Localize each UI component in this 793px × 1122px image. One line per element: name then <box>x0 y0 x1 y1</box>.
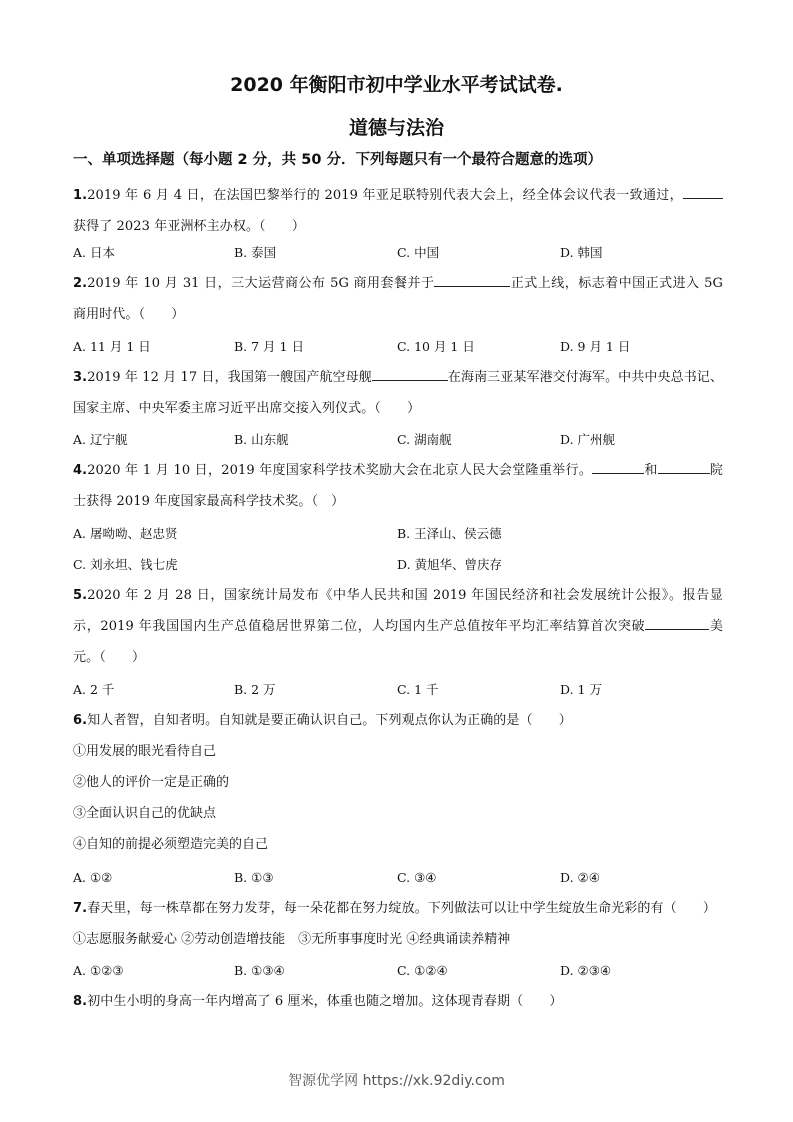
answer-blank <box>683 184 723 199</box>
option-d: D. ②④ <box>560 870 600 885</box>
section-heading: 一、单项选择题（每小题 2 分，共 50 分．下列每题只有一个最符合题意的选项） <box>73 152 602 168</box>
question-text: 和 <box>644 463 658 478</box>
statement-2: ②他人的评价一定是正确的 <box>73 775 230 790</box>
option-c: C. ③④ <box>397 870 437 885</box>
option-d: D. 广州舰 <box>560 432 616 447</box>
question-text: 正式上线，标志着中国正式进入 5G 商用时代。（ ） <box>73 276 723 322</box>
question-text: 在海南三亚某军港交付海军。中共中央总书记、国家主席、中央军委主席习近平出席交接入列仪式。（ ） <box>73 370 723 416</box>
option-a: A. 日本 <box>73 245 115 260</box>
question-text: 院士获得 2019 年度国家最高科学技术奖。（ ） <box>73 463 724 509</box>
question-6 <box>73 705 723 736</box>
question-number: 3. <box>73 370 88 385</box>
option-c: C. ①②④ <box>397 963 448 978</box>
option-c: C. 刘永坦、钱七虎 <box>73 557 178 572</box>
answer-blank <box>372 366 448 381</box>
question-number: 7. <box>73 901 88 916</box>
question-2 <box>73 268 723 330</box>
statement-3: ③全面认识自己的优缺点 <box>73 806 217 821</box>
question-text: 知人者智，自知者明。自知就是要正确认识自己。下列观点你认为正确的是（ ） <box>87 713 572 728</box>
option-a: A. ①② <box>73 870 113 885</box>
options-row <box>73 518 723 549</box>
option-c: C. 中国 <box>397 245 440 260</box>
question-1 <box>73 180 723 242</box>
question-text: 2019 年 12 月 17 日，我国第一艘国产航空母舰 <box>87 370 372 385</box>
question-text: 初中生小明的身高一年内增高了 6 厘米，体重也随之增加。这体现青春期（ ） <box>87 994 563 1009</box>
question-7 <box>73 893 723 924</box>
option-b: B. ①③④ <box>234 963 285 978</box>
question-text: 获得了 2023 年亚洲杯主办权。（ ） <box>73 219 305 234</box>
options-row <box>73 862 723 893</box>
subject-title: 道德与法治 <box>348 117 444 139</box>
question-4 <box>73 455 723 517</box>
options-row <box>73 424 723 455</box>
option-d: D. ②③④ <box>560 963 612 978</box>
option-b: B. 2 万 <box>234 682 276 697</box>
answer-blank <box>658 459 710 474</box>
option-a: A. 屠呦呦、赵忠贤 <box>73 526 178 541</box>
options-row <box>73 674 723 705</box>
option-a: A. 11 月 1 日 <box>73 339 151 354</box>
option-b: B. 山东舰 <box>234 432 289 447</box>
statements-line: ①志愿服务献爱心 ②劳动创造增技能 ③无所事事度时光 ④经典诵读养精神 <box>73 932 511 947</box>
option-d: D. 韩国 <box>560 245 603 260</box>
question-5 <box>73 580 723 673</box>
question-number: 4. <box>73 463 88 478</box>
option-b: B. 泰国 <box>234 245 277 260</box>
options-row <box>73 549 723 580</box>
question-number: 5. <box>73 588 88 603</box>
option-d: D. 1 万 <box>560 682 602 697</box>
option-c: C. 1 千 <box>397 682 439 697</box>
option-b: B. 王泽山、侯云德 <box>397 526 502 541</box>
option-d: D. 9 月 1 日 <box>560 339 631 354</box>
answer-blank <box>645 615 709 630</box>
question-text: 春天里，每一株草都在努力发芽，每一朵花都在努力绽放。下列做法可以让中学生绽放生命光彩的有（ ） <box>87 901 716 916</box>
question-number: 1. <box>73 188 88 203</box>
option-d: D. 黄旭华、曾庆存 <box>397 557 503 572</box>
answer-blank <box>592 459 644 474</box>
question-8 <box>73 986 723 1017</box>
option-a: A. 2 千 <box>73 682 115 697</box>
question-number: 8. <box>73 994 88 1009</box>
options-row <box>73 955 723 986</box>
answer-blank <box>434 272 510 287</box>
option-a: A. 辽宁舰 <box>73 432 128 447</box>
exam-title: 2020 年衡阳市初中学业水平考试试卷. <box>230 74 563 96</box>
question-text: 2020 年 2 月 28 日，国家统计局发布《中华人民共和国 2019 年国民经济和社会发展统计公报》。报告显示，2019 年我国国内生产总值稳居世界第二位，人均国内生产总值按年平均汇率结算首次突破 <box>73 588 723 634</box>
option-b: B. ①③ <box>234 870 274 885</box>
option-c: C. 10 月 1 日 <box>397 339 475 354</box>
question-text: 2019 年 6 月 4 日，在法国巴黎举行的 2019 年亚足联特别代表大会上，经全体会议代表一致通过， <box>87 188 683 203</box>
options-row <box>73 237 723 268</box>
statement-4: ④自知的前提必须塑造完美的自己 <box>73 837 269 852</box>
question-text: 2019 年 10 月 31 日，三大运营商公布 5G 商用套餐并于 <box>87 276 435 291</box>
options-row <box>73 331 723 362</box>
question-number: 6. <box>73 713 88 728</box>
question-text: 美元。（ ） <box>73 619 723 665</box>
question-3 <box>73 362 723 424</box>
footer-watermark: 智源优学网 https://xk.92diy.com <box>288 1073 505 1089</box>
option-b: B. 7 月 1 日 <box>234 339 304 354</box>
question-text: 2020 年 1 月 10 日，2019 年度国家科学技术奖励大会在北京人民大会堂隆重举行。 <box>87 463 593 478</box>
option-c: C. 湖南舰 <box>397 432 452 447</box>
question-number: 2. <box>73 276 88 291</box>
option-a: A. ①②③ <box>73 963 124 978</box>
statement-1: ①用发展的眼光看待自己 <box>73 744 217 759</box>
